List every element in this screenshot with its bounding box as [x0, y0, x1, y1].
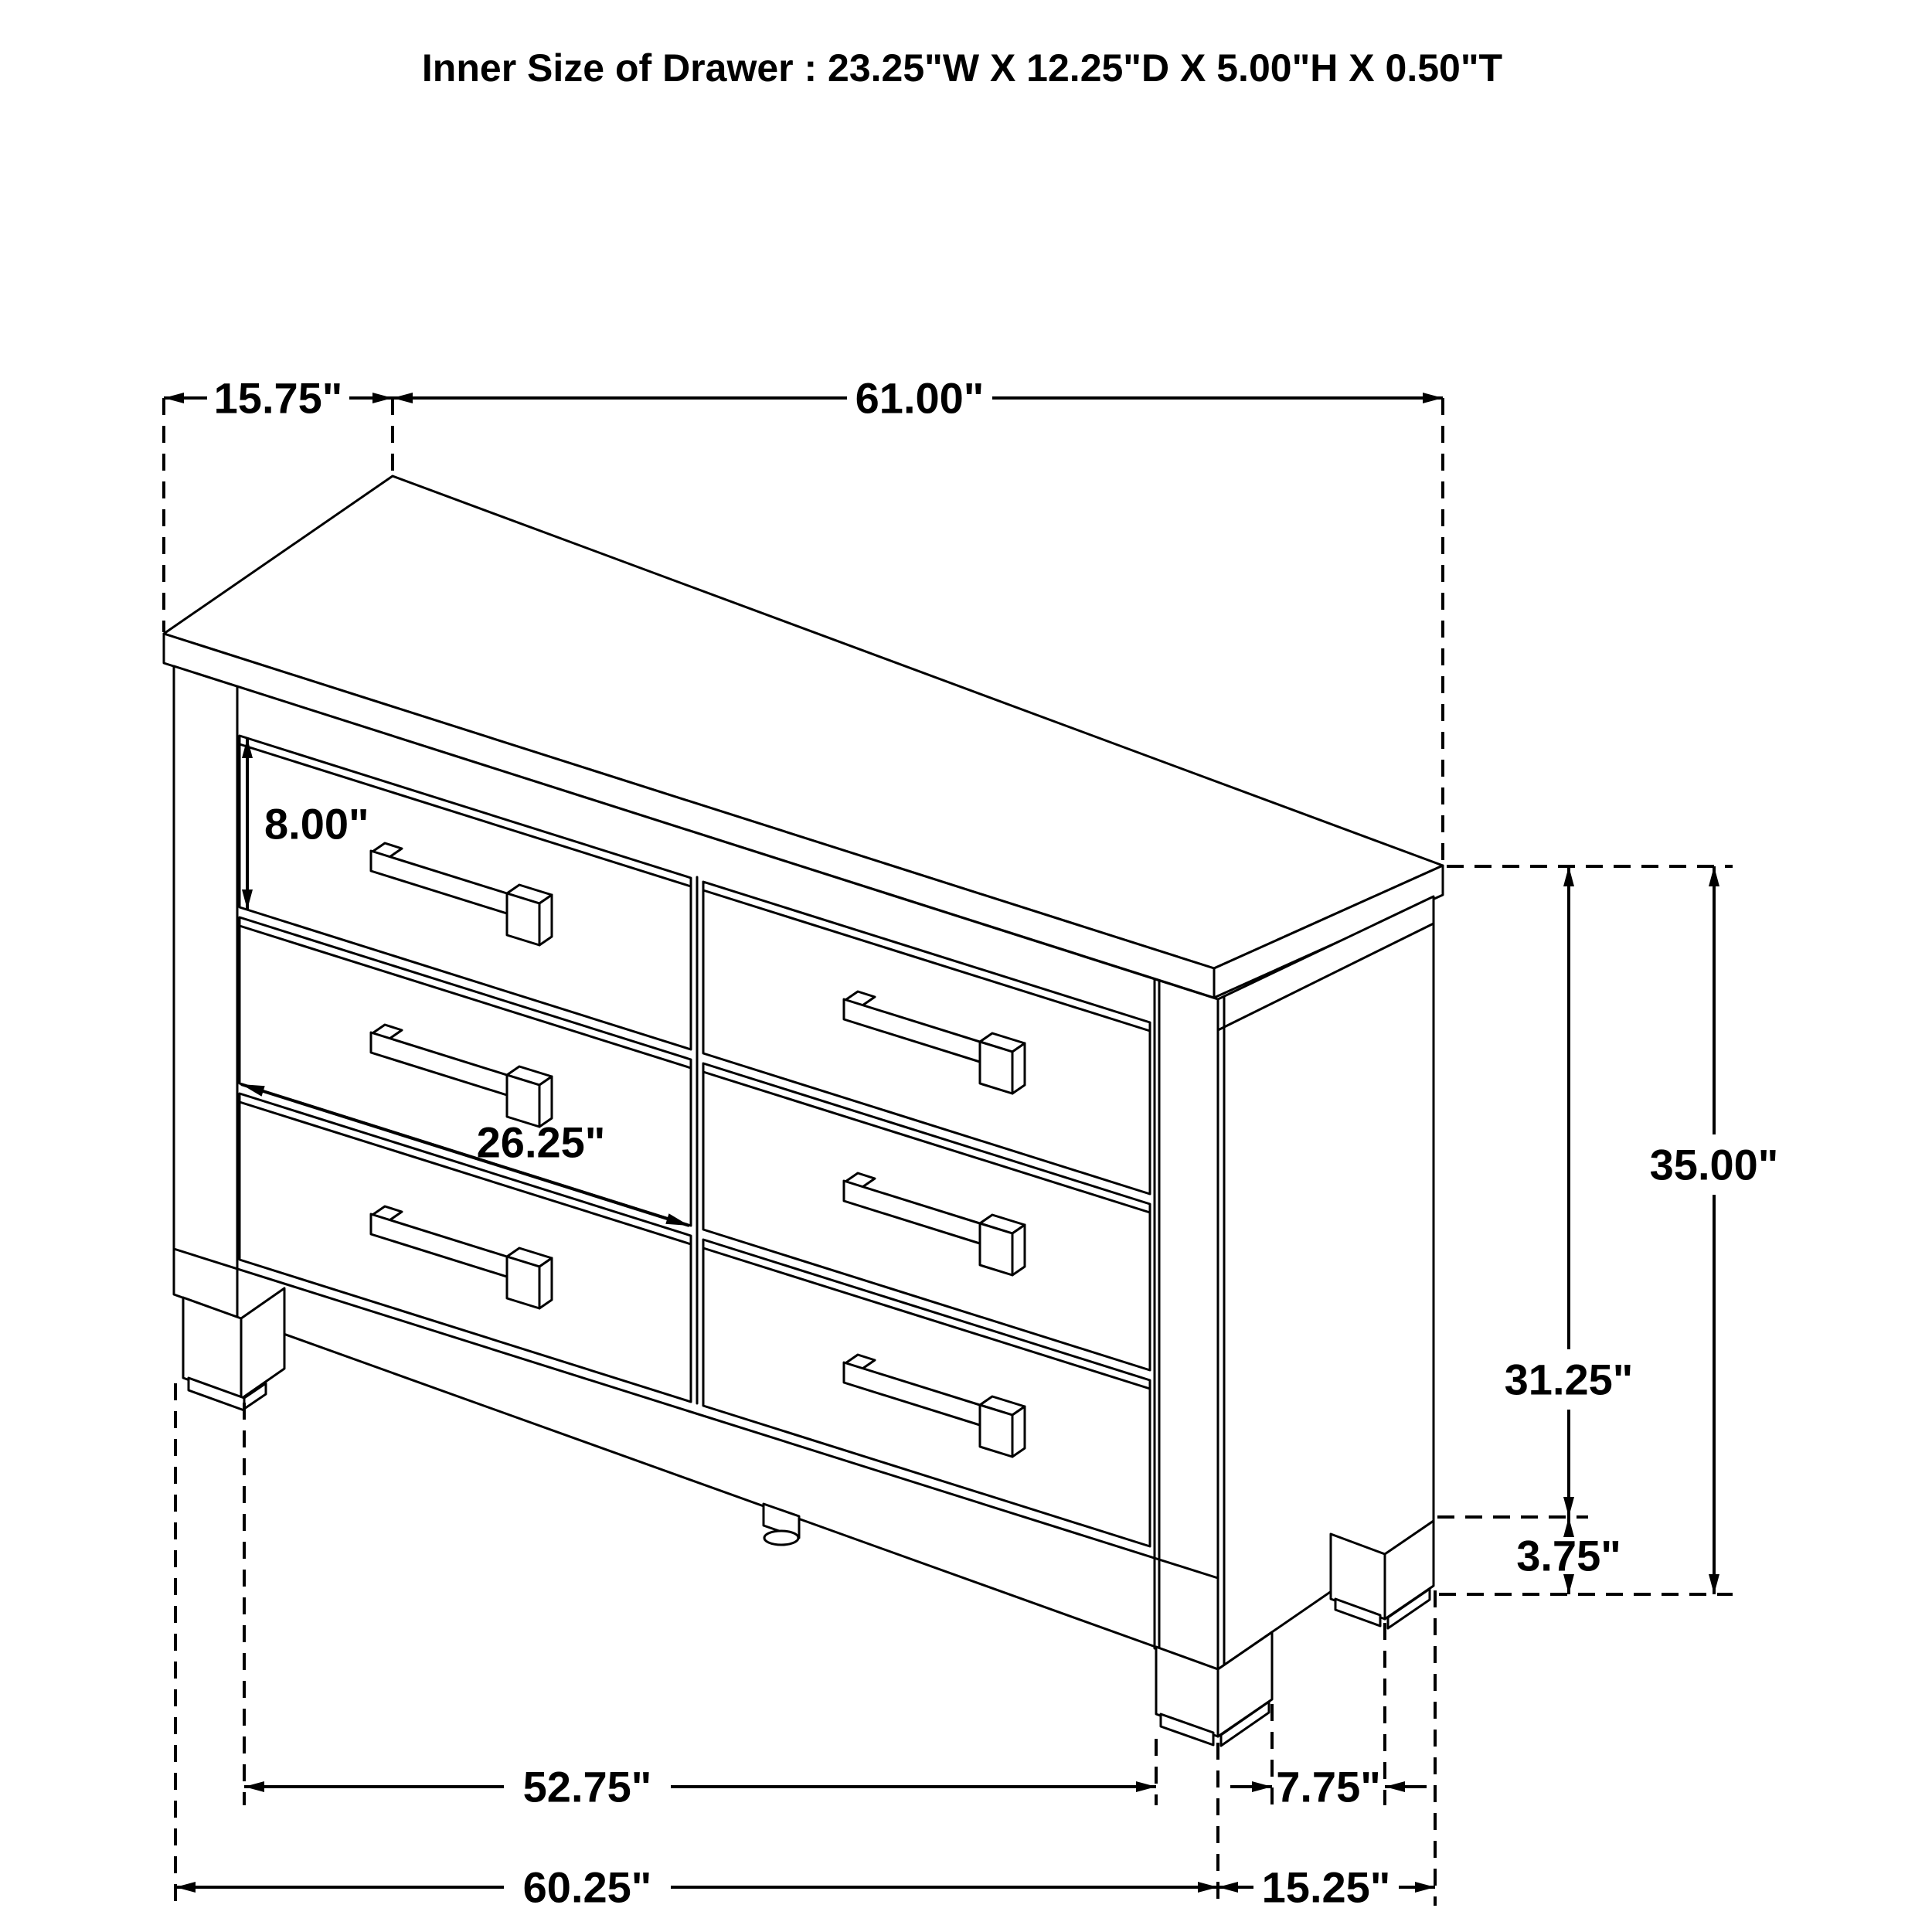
dim-label-leg-gap-depth: 7.75" — [1276, 1762, 1381, 1811]
dim-label-leg-height: 3.75" — [1516, 1531, 1621, 1580]
dim-label-drawer-width: 26.25" — [476, 1117, 606, 1167]
dim-label-top-width: 61.00" — [855, 373, 985, 423]
dim-label-top-depth: 15.75" — [213, 373, 343, 423]
dim-label-base-width: 60.25" — [522, 1862, 652, 1912]
diagram-title: Inner Size of Drawer : 23.25"W X 12.25"D X 5.00"H X 0.50"T — [421, 46, 1503, 90]
dim-label-leg-span-width: 52.75" — [522, 1762, 652, 1811]
dresser-drawing — [164, 476, 1443, 1746]
dim-label-case-height: 31.25" — [1504, 1355, 1634, 1404]
dim-label-overall-height: 35.00" — [1649, 1140, 1779, 1189]
dim-label-drawer-height: 8.00" — [264, 799, 369, 849]
dim-label-base-depth: 15.25" — [1261, 1862, 1391, 1912]
